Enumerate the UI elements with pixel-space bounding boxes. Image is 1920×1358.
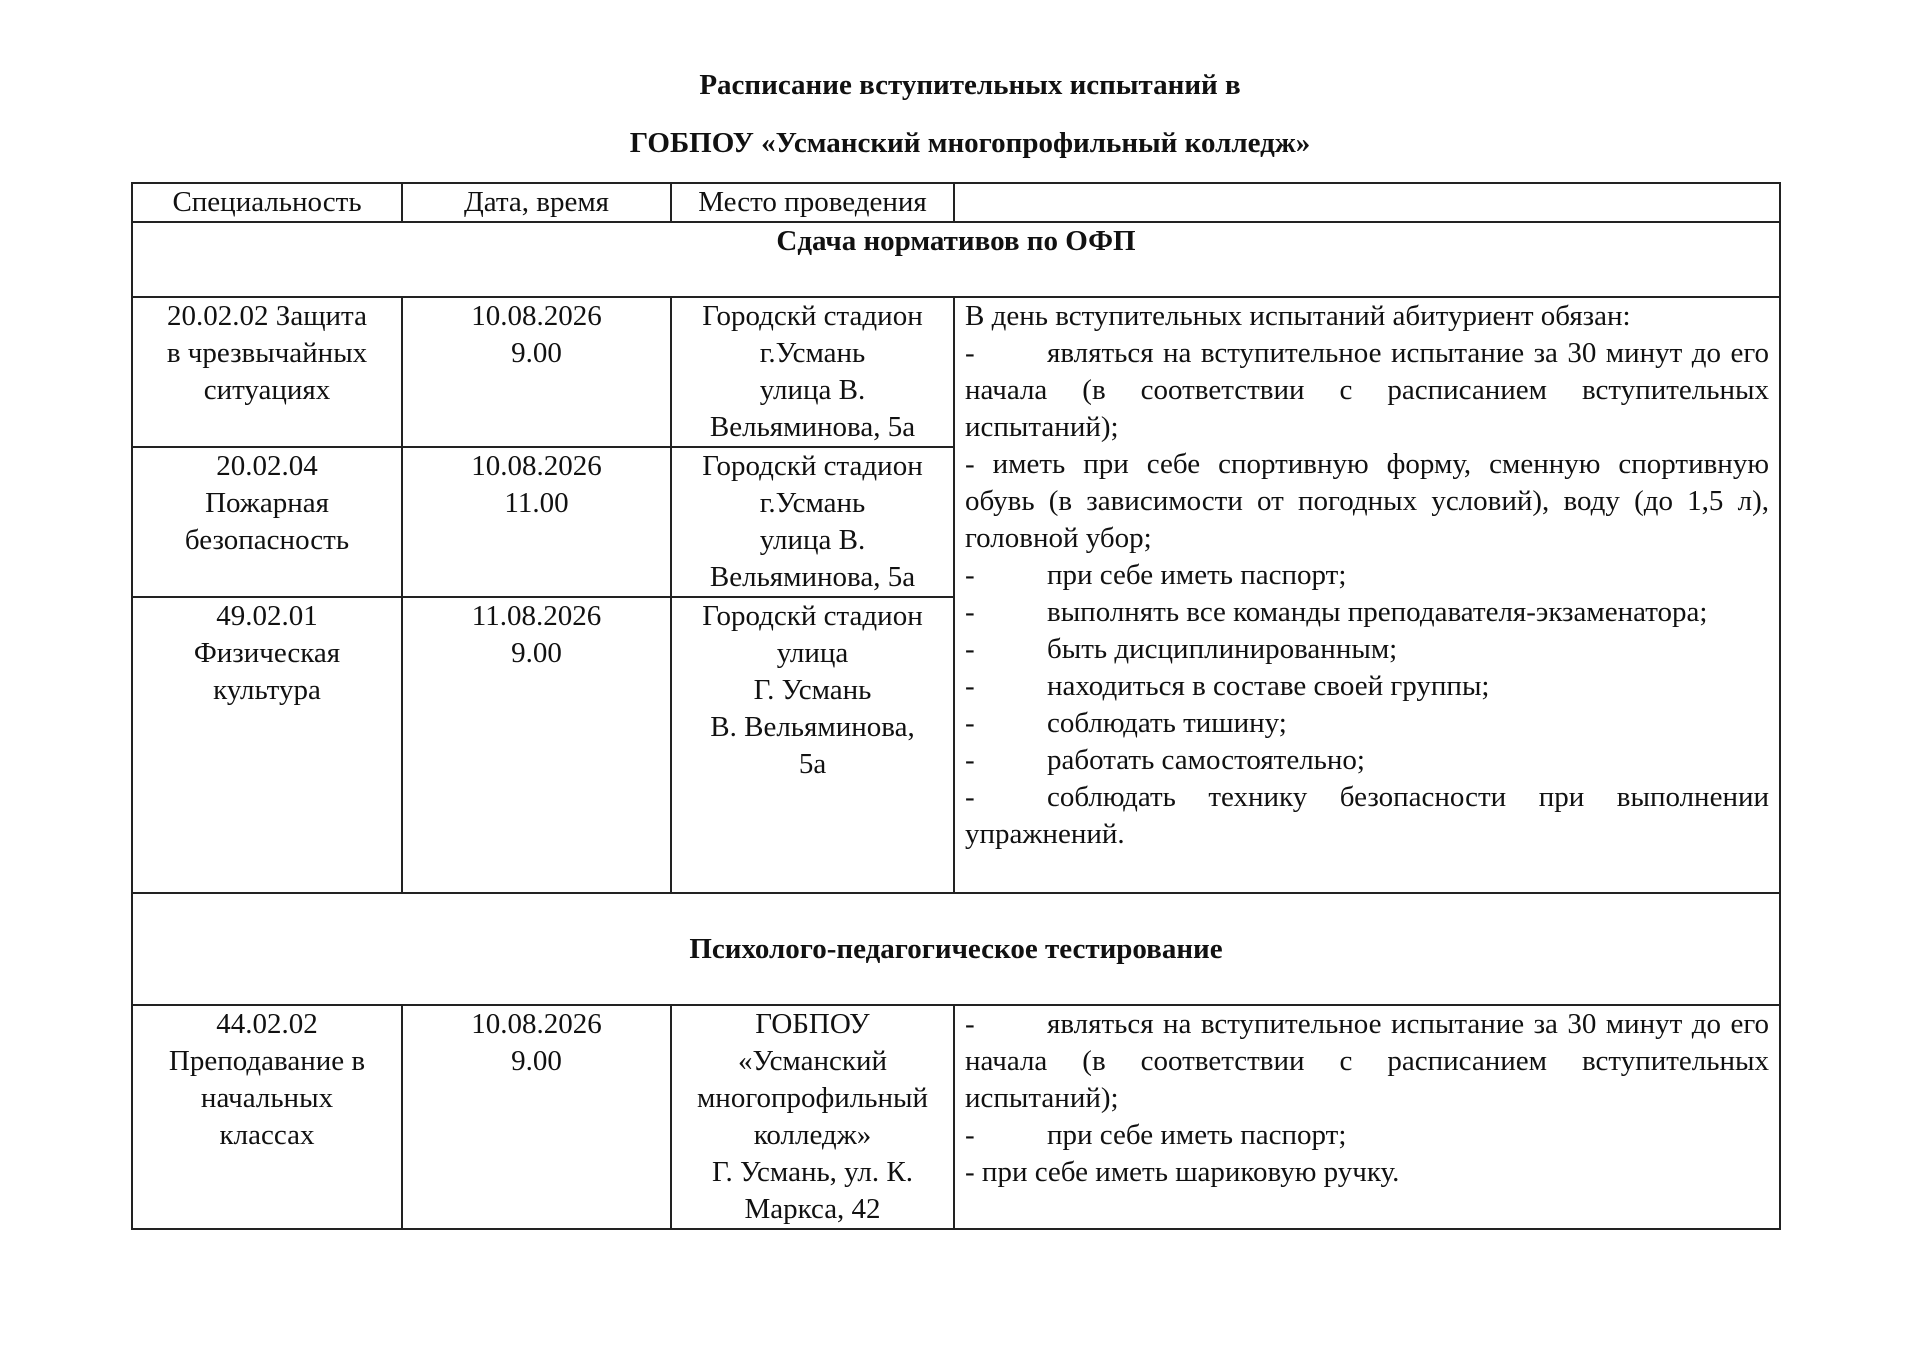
bullet-dash: - [965, 781, 975, 813]
place-line: Вельяминова, 5а [709, 561, 916, 593]
requirement-text: иметь при себе спортивную форму, сменную спортивную обувь (в зависимости от погодных условий), воду (до 1,5 л), головной убор; [965, 448, 1769, 554]
place-line: В. Вельяминова, [710, 711, 915, 743]
specialty-line: в чрезвычайных [166, 337, 368, 369]
bullet-dash: - [965, 744, 975, 776]
requirement-item [965, 705, 1769, 742]
specialty-line: Физическая [193, 637, 341, 669]
specialty-line: Пожарная [205, 487, 329, 519]
header-place: Место проведения [671, 183, 954, 222]
requirement-item [965, 779, 1769, 853]
time-text: 11.00 [504, 487, 569, 519]
requirement-text: являться на вступительное испытание за 30 минут до его начала (в соответствии с расписанием вступительных испытаний); [965, 1008, 1769, 1114]
place-line: улица В. [759, 524, 866, 556]
document-title-line-2: ГОБПОУ «Усманский многопрофильный колледж» [629, 127, 1311, 159]
place-cell [671, 597, 954, 893]
specialty-cell [132, 597, 402, 893]
specialty-line: 20.02.02 Защита [167, 300, 367, 332]
specialty-line: Преподавание в [168, 1045, 366, 1077]
place-line: улица [776, 637, 849, 669]
requirements-cell-testing [954, 1005, 1780, 1229]
section-row-ofp [132, 222, 1780, 297]
place-line: Городскй стадион [702, 450, 923, 482]
place-line: Маркса, 42 [744, 1193, 881, 1225]
requirements-intro: В день вступительных испытаний абитуриент обязан: [965, 300, 1631, 332]
time-text: 9.00 [511, 1045, 562, 1077]
place-line: Городскй стадион [702, 300, 923, 332]
place-line: «Усманский [738, 1045, 887, 1077]
bullet-dash: - [965, 1119, 975, 1151]
place-line: Вельяминова, 5а [709, 411, 916, 443]
requirement-item: - иметь при себе спортивную форму, сменную спортивную обувь (в зависимости от погодных условий), воду (до 1,5 л), головной убор; [965, 448, 1769, 554]
specialty-cell [132, 447, 402, 597]
table-row [132, 1005, 1780, 1229]
requirement-item: - при себе иметь шариковую ручку. [965, 1156, 1400, 1188]
place-line: 5а [798, 748, 827, 780]
requirement-text: являться на вступительное испытание за 30 минут до его начала (в соответствии с расписанием вступительных испытаний); [965, 337, 1769, 443]
date-text: 11.08.2026 [471, 600, 602, 632]
specialty-line: классах [219, 1119, 315, 1151]
place-cell [671, 297, 954, 447]
header-notes [954, 183, 1780, 222]
date-text: 10.08.2026 [471, 300, 602, 332]
requirement-item [965, 742, 1769, 779]
datetime-cell [402, 597, 671, 893]
requirement-item [965, 1117, 1769, 1154]
specialty-line: 20.02.04 [216, 450, 318, 482]
section-title-ofp [132, 222, 1780, 297]
requirement-text: при себе иметь паспорт; [1047, 559, 1347, 591]
requirement-text: работать самостоятельно; [1047, 744, 1365, 776]
place-line: многопрофильный [696, 1082, 929, 1114]
table-header-row [132, 183, 1780, 222]
bullet-dash: - [965, 633, 975, 665]
requirement-text: соблюдать тишину; [1047, 707, 1287, 739]
datetime-cell [402, 297, 671, 447]
place-line: колледж» [753, 1119, 872, 1151]
datetime-cell [402, 447, 671, 597]
requirement-text: при себе иметь паспорт; [1047, 1119, 1347, 1151]
time-text: 9.00 [511, 637, 562, 669]
header-specialty: Специальность [132, 183, 402, 222]
bullet-dash: - [965, 596, 975, 628]
table-row [132, 297, 1780, 447]
requirement-text: при себе иметь шариковую ручку. [981, 1156, 1400, 1188]
specialty-cell [132, 1005, 402, 1229]
requirement-item [965, 1006, 1769, 1117]
place-line: ГОБПОУ [755, 1008, 870, 1040]
specialty-cell [132, 297, 402, 447]
place-cell [671, 1005, 954, 1229]
time-text: 9.00 [511, 337, 562, 369]
section-title-ofp-text: Сдача нормативов по ОФП [776, 225, 1136, 257]
date-text: 10.08.2026 [471, 450, 602, 482]
document-title-line-1: Расписание вступительных испытаний в [699, 69, 1241, 101]
place-line: г.Усмань [759, 337, 866, 369]
place-line: Г. Усмань, ул. К. [712, 1156, 913, 1188]
specialty-line: 49.02.01 [216, 600, 318, 632]
section-row-testing [132, 893, 1780, 1005]
requirements-cell-ofp [954, 297, 1780, 893]
specialty-line: 44.02.02 [216, 1008, 318, 1040]
place-line: Г. Усмань [753, 674, 872, 706]
bullet-dash: - [965, 559, 975, 591]
header-datetime: Дата, время [402, 183, 671, 222]
place-line: г.Усмань [759, 487, 866, 519]
specialty-line: культура [213, 674, 321, 706]
requirement-item [965, 594, 1769, 631]
requirement-text: находиться в составе своей группы; [1047, 670, 1490, 702]
bullet-dash: - [965, 1008, 975, 1040]
datetime-cell [402, 1005, 671, 1229]
section-title-testing-text: Психолого-педагогическое тестирование [689, 932, 1223, 965]
requirement-item [965, 335, 1769, 446]
place-line: Городскй стадион [702, 600, 923, 632]
specialty-line: ситуациях [203, 374, 331, 406]
requirement-text: выполнять все команды преподавателя-экзаменатора; [1047, 596, 1708, 628]
requirement-text: соблюдать технику безопасности при выполнении упражнений. [965, 781, 1769, 850]
specialty-line: начальных [200, 1082, 334, 1114]
requirement-text: быть дисциплинированным; [1047, 633, 1398, 665]
section-title-testing [132, 893, 1780, 1005]
bullet-dash: - [965, 337, 975, 369]
requirement-item [965, 631, 1769, 668]
place-line: улица В. [759, 374, 866, 406]
schedule-table [131, 182, 1781, 1230]
specialty-line: безопасность [184, 524, 350, 556]
place-cell [671, 447, 954, 597]
requirement-item [965, 668, 1769, 705]
bullet-dash: - [965, 670, 975, 702]
bullet-dash: - [965, 707, 975, 739]
date-text: 10.08.2026 [471, 1008, 602, 1040]
requirement-item [965, 557, 1769, 594]
